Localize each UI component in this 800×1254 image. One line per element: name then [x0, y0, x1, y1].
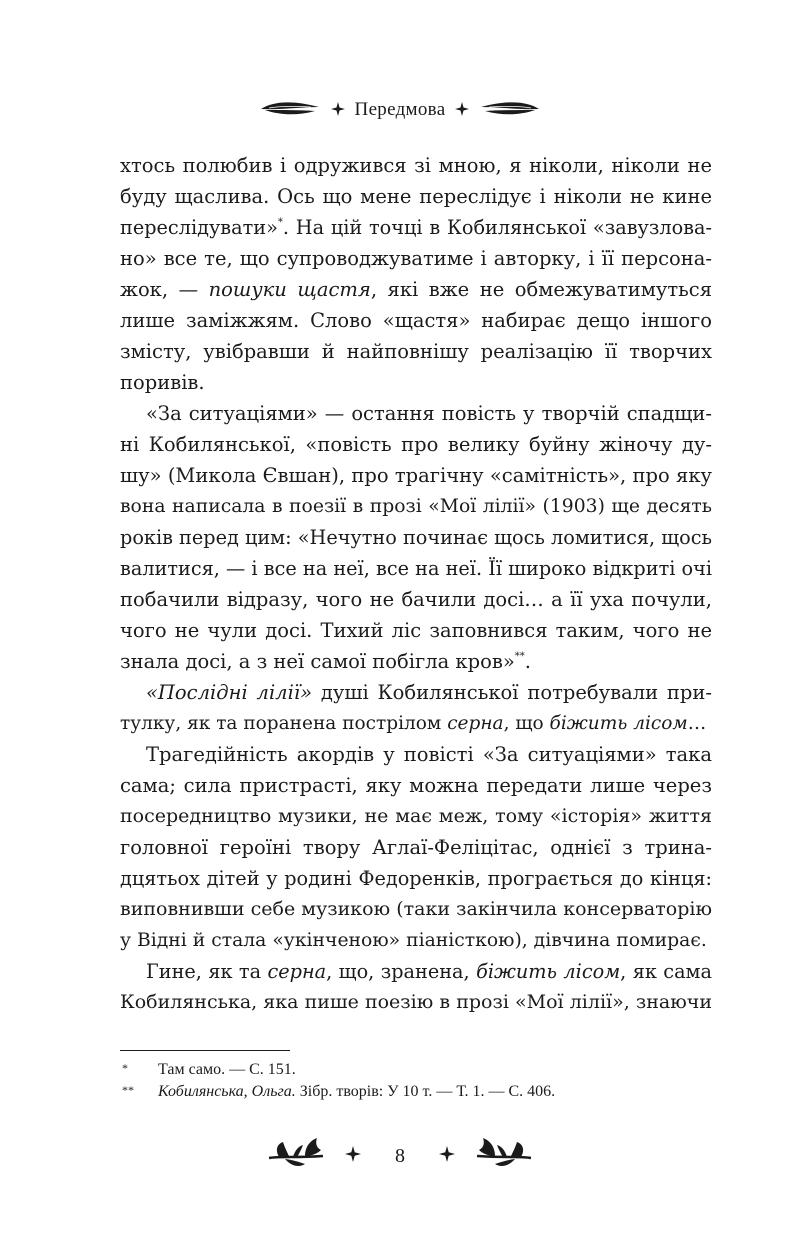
- text-run: …: [687, 713, 707, 734]
- text-line: [120, 150, 712, 181]
- text-line: [120, 460, 712, 491]
- page-footer: [0, 1132, 800, 1180]
- text-line: [120, 615, 712, 646]
- text-line: [120, 708, 712, 739]
- footnote-mark: **: [122, 1083, 134, 1097]
- italic-text: Кобилянська, Ольга.: [158, 1083, 296, 1100]
- text-run: дцятьох дітей у родині Федоренків, програється до кінця:: [120, 867, 712, 890]
- text-run: валитися, — і все на неї, все на неї. Її широко відкриті очі: [120, 557, 712, 580]
- footnote-reference: **: [514, 651, 525, 662]
- text-run: виповнивши себе музикою (таки закінчила консерваторію: [120, 898, 712, 920]
- text-line: [120, 398, 712, 429]
- text-run: , як сама: [620, 960, 713, 983]
- text-run: вона написала в поезії в прозі «Мої лілії» (1903) ще десять: [120, 496, 712, 517]
- text-run: .: [524, 650, 531, 673]
- text-line: [120, 956, 712, 987]
- running-head: [0, 92, 800, 128]
- text-run: поривів.: [120, 371, 205, 394]
- text-run: головної героїні твору Аглаї-Феліцітас, однієї з трина-: [120, 836, 712, 859]
- four-point-star-icon: [439, 1146, 455, 1166]
- text-line: [120, 739, 712, 770]
- italic-text: «Послідні лілії»: [146, 681, 313, 704]
- text-run: Кобилянська, яка пише поезію в прозі «Мої лілії», знаючи: [120, 991, 712, 1013]
- text-line: [120, 429, 712, 460]
- text-line: [120, 243, 712, 274]
- text-run: лише заміжжям. Слово «щастя» набирає дещо іншого: [120, 309, 712, 332]
- text-line: [120, 894, 712, 925]
- tulip-ornament-icon: [265, 1134, 329, 1178]
- text-line: [120, 274, 712, 305]
- text-line: [120, 925, 712, 956]
- text-run: шу» (Микола Євшан), про трагічну «самітність», про яку: [120, 464, 712, 487]
- text-run: , що: [503, 713, 550, 734]
- four-point-star-icon: [331, 101, 345, 120]
- text-line: [120, 863, 712, 894]
- tulip-ornament-icon: [471, 1134, 535, 1178]
- body-text: [120, 150, 712, 1018]
- text-run: побачили відразу, чого не бачили досі… а її уха почули,: [120, 588, 712, 611]
- text-line: [120, 677, 712, 708]
- italic-text: біжить лісом: [549, 713, 688, 734]
- footnote-reference: *: [277, 217, 283, 228]
- text-run: но» все те, що супроводжуватиме і авторку, і її персона-: [120, 247, 712, 270]
- text-run: Зібр. творів: У 10 т. — Т. 1. — С. 406.: [295, 1083, 556, 1100]
- page-number: 8: [395, 1144, 405, 1167]
- text-run: , які вже не обмежуватимуться: [370, 278, 713, 301]
- footnotes: [120, 1059, 712, 1103]
- text-line: [120, 336, 712, 367]
- text-line: [120, 987, 712, 1018]
- italic-text: серна: [447, 713, 504, 734]
- text-run: жок, —: [120, 278, 209, 301]
- text-run: посередництво музики, не має меж, тому «історія» життя: [120, 805, 712, 827]
- text-run: тулку, як та поранена пострілом: [120, 713, 448, 734]
- text-run: у Відні й стала «укінченою» піаністкою), дівчина помирає.: [120, 930, 707, 951]
- text-line: [120, 305, 712, 336]
- leaf-ornament-icon: [479, 98, 541, 122]
- four-point-star-icon: [345, 1146, 361, 1166]
- text-line: [120, 832, 712, 863]
- text-run: хтось полюбив і одружився зі мною, я ніколи, ніколи не: [120, 154, 712, 177]
- text-run: буду щаслива. Ось що мене переслідує і ніколи не кине: [120, 185, 712, 208]
- footnote: [120, 1081, 712, 1103]
- text-run: Там само. — С. 151.: [158, 1061, 296, 1078]
- text-line: [120, 801, 712, 832]
- text-line: [120, 491, 712, 522]
- text-run: . На цій точці в Кобилянської «завузлова-: [282, 216, 712, 239]
- leaf-ornament-icon: [259, 98, 321, 122]
- text-run: Гине, як та: [146, 960, 268, 983]
- text-run: «За ситуаціями» — остання повість у творчій спадщи-: [146, 402, 712, 425]
- text-line: [120, 212, 712, 243]
- text-run: , що, зранена,: [326, 960, 477, 983]
- text-line: [120, 181, 712, 212]
- text-line: [120, 584, 712, 615]
- text-line: [120, 522, 712, 553]
- text-run: переслідувати»: [120, 216, 278, 239]
- text-run: ні Кобилянської, «повість про велику буйну жіночу ду-: [120, 433, 712, 456]
- text-run: змісту, увібравши й найповнішу реалізацію її творчих: [120, 340, 712, 363]
- text-run: Трагедійність акордів у повісті «За ситуаціями» така: [146, 743, 712, 766]
- text-line: [120, 770, 712, 801]
- text-line: [120, 646, 712, 677]
- running-head-title: Передмова: [354, 99, 446, 120]
- text-run: чого не чули досі. Тихий ліс заповнився таким, чого не: [120, 619, 712, 642]
- text-line: [120, 553, 712, 584]
- italic-text: пошуки щастя: [208, 278, 371, 301]
- footnote-rule: [120, 1050, 290, 1051]
- four-point-star-icon: [455, 101, 469, 120]
- text-run: душі Кобилянської потребували при-: [312, 681, 712, 704]
- text-run: знала досі, а з неї самої побігла кров»: [120, 650, 515, 673]
- italic-text: серна: [267, 960, 327, 983]
- footnote: [120, 1059, 712, 1081]
- text-run: років перед цим: «Нечутно починає щось ломитися, щось: [120, 526, 713, 549]
- italic-text: біжить лісом: [476, 960, 621, 983]
- text-line: [120, 367, 712, 398]
- text-run: сама; сила пристрасті, яку можна передати лише через: [120, 774, 712, 797]
- footnote-mark: *: [122, 1061, 128, 1075]
